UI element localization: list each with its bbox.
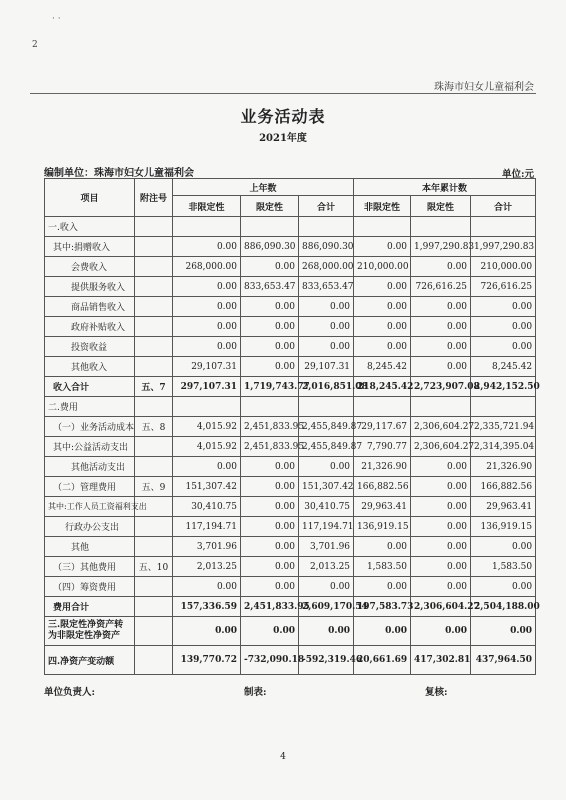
row-value: 0.00 — [241, 257, 299, 277]
header-current-year: 本年累计数 — [354, 179, 536, 196]
report-year: 2021年度 — [259, 133, 307, 144]
row-value: 1,997,290.83 — [471, 237, 536, 257]
row-label: （二）管理费用 — [45, 477, 135, 497]
header-prev-year: 上年数 — [173, 179, 354, 196]
sign-reviewer: 复核: — [425, 687, 448, 698]
row-value: 2,306,604.27 — [411, 437, 471, 457]
row-value: 30,410.75 — [173, 497, 241, 517]
row-value: 0.00 — [241, 317, 299, 337]
row-note: 五、9 — [135, 477, 173, 497]
row-value: 0.00 — [173, 457, 241, 477]
table-row — [45, 497, 536, 517]
row-value: 2,451,833.95 — [241, 417, 299, 437]
row-value: 2,609,170.54 — [299, 597, 354, 617]
row-value: 117,194.71 — [173, 517, 241, 537]
row-value: 0.00 — [411, 617, 471, 646]
row-value — [354, 397, 411, 417]
row-value: 0.00 — [241, 357, 299, 377]
row-value: 7,790.77 — [354, 437, 411, 457]
table-row — [45, 646, 536, 675]
table-row — [45, 377, 536, 397]
row-value: 2,013.25 — [299, 557, 354, 577]
row-label: 提供服务收入 — [45, 277, 135, 297]
row-value: 4,015.92 — [173, 417, 241, 437]
row-value: 0.00 — [411, 297, 471, 317]
row-value: 417,302.81 — [411, 646, 471, 675]
row-value — [241, 397, 299, 417]
row-label: 行政办公支出 — [45, 517, 135, 537]
row-label: 政府补贴收入 — [45, 317, 135, 337]
row-label: 投资收益 — [45, 337, 135, 357]
row-value — [471, 217, 536, 237]
row-value: 0.00 — [241, 557, 299, 577]
row-value: 0.00 — [411, 557, 471, 577]
row-note — [135, 457, 173, 477]
row-value: 0.00 — [471, 577, 536, 597]
row-label: （三）其他费用 — [45, 557, 135, 577]
row-value: 0.00 — [471, 317, 536, 337]
row-note — [135, 257, 173, 277]
row-value: 0.00 — [173, 237, 241, 257]
row-note: 五、7 — [135, 377, 173, 397]
table-row — [45, 317, 536, 337]
table-row — [45, 457, 536, 477]
table-row — [45, 537, 536, 557]
row-value: 0.00 — [354, 237, 411, 257]
row-value: 833,653.47 — [299, 277, 354, 297]
row-value: 4,015.92 — [173, 437, 241, 457]
row-value: 0.00 — [411, 357, 471, 377]
row-value: 0.00 — [299, 617, 354, 646]
header-item: 项目 — [45, 179, 135, 217]
row-value: 268,000.00 — [299, 257, 354, 277]
row-value: 1,719,743.77 — [241, 377, 299, 397]
row-value: 0.00 — [354, 297, 411, 317]
row-value — [411, 397, 471, 417]
running-header-org: 珠海市妇女儿童福利会 — [434, 82, 534, 93]
row-label: 会费收入 — [45, 257, 135, 277]
row-value: 0.00 — [354, 617, 411, 646]
row-value: 29,107.31 — [173, 357, 241, 377]
row-note — [135, 517, 173, 537]
row-value: 2,451,833.95 — [241, 437, 299, 457]
row-value: 2,942,152.50 — [471, 377, 536, 397]
row-value: 0.00 — [411, 537, 471, 557]
row-label: 其中:公益活动支出 — [45, 437, 135, 457]
row-value — [241, 217, 299, 237]
row-label: 其中:工作人员工资福利支出 — [45, 497, 135, 517]
header-curr-total: 合计 — [471, 196, 536, 217]
row-value: 726,616.25 — [411, 277, 471, 297]
row-value: 1,997,290.83 — [411, 237, 471, 257]
row-value: 0.00 — [241, 297, 299, 317]
row-note — [135, 577, 173, 597]
row-value: 0.00 — [411, 337, 471, 357]
table-row — [45, 297, 536, 317]
row-value: 2,013.25 — [173, 557, 241, 577]
row-value: 0.00 — [411, 317, 471, 337]
row-note — [135, 397, 173, 417]
row-value: 197,583.73 — [354, 597, 411, 617]
table-body — [45, 217, 540, 675]
row-value: 0.00 — [299, 337, 354, 357]
row-value: 29,107.31 — [299, 357, 354, 377]
header-rule — [30, 93, 536, 94]
row-label: 其他收入 — [45, 357, 135, 377]
row-value: 0.00 — [354, 317, 411, 337]
table-row — [45, 357, 536, 377]
row-value: -732,090.18 — [241, 646, 299, 675]
row-note — [135, 437, 173, 457]
row-value: 886,090.30 — [299, 237, 354, 257]
row-value — [354, 217, 411, 237]
row-value: 0.00 — [173, 297, 241, 317]
row-label: 一.收入 — [45, 217, 135, 237]
table-row — [45, 257, 536, 277]
row-value: 2,455,849.87 — [299, 417, 354, 437]
row-value: 2,455,849.87 — [299, 437, 354, 457]
row-value: 2,016,851.08 — [299, 377, 354, 397]
row-value: 0.00 — [241, 337, 299, 357]
row-value: 8,245.42 — [354, 357, 411, 377]
row-value: 297,107.31 — [173, 377, 241, 397]
row-note — [135, 237, 173, 257]
row-value: 29,963.41 — [471, 497, 536, 517]
row-value: 437,964.50 — [471, 646, 536, 675]
row-value — [299, 397, 354, 417]
row-value: 218,245.42 — [354, 377, 411, 397]
row-value: 0.00 — [299, 577, 354, 597]
row-value: 2,306,604.27 — [411, 417, 471, 437]
sign-preparer: 制表: — [244, 687, 267, 698]
activity-table — [44, 178, 540, 675]
table-row — [45, 217, 536, 237]
row-value: 1,583.50 — [471, 557, 536, 577]
row-value: 136,919.15 — [354, 517, 411, 537]
row-value — [173, 397, 241, 417]
table-row — [45, 397, 536, 417]
row-value: 3,701.96 — [299, 537, 354, 557]
row-value: 117,194.71 — [299, 517, 354, 537]
row-value: 2,451,833.95 — [241, 597, 299, 617]
row-note — [135, 537, 173, 557]
row-value: 0.00 — [471, 617, 536, 646]
row-value: 0.00 — [241, 477, 299, 497]
row-label: 其他 — [45, 537, 135, 557]
row-value: 0.00 — [173, 337, 241, 357]
row-value: 151,307.42 — [173, 477, 241, 497]
table-row — [45, 617, 536, 646]
header-curr-unrestricted: 非限定性 — [354, 196, 411, 217]
row-value: 166,882.56 — [354, 477, 411, 497]
row-label: 收入合计 — [45, 377, 135, 397]
row-label: （一）业务活动成本 — [45, 417, 135, 437]
row-value: 0.00 — [241, 457, 299, 477]
table-row — [45, 437, 536, 457]
row-value: 151,307.42 — [299, 477, 354, 497]
table-row — [45, 597, 536, 617]
row-value: 833,653.47 — [241, 277, 299, 297]
row-value: 0.00 — [173, 617, 241, 646]
row-value: 0.00 — [241, 517, 299, 537]
row-value: 0.00 — [241, 617, 299, 646]
row-value: 886,090.30 — [241, 237, 299, 257]
table-row — [45, 417, 536, 437]
row-value: 0.00 — [299, 317, 354, 337]
row-value: 166,882.56 — [471, 477, 536, 497]
row-value: 1,583.50 — [354, 557, 411, 577]
table-row — [45, 577, 536, 597]
row-value: 0.00 — [241, 577, 299, 597]
row-note — [135, 646, 173, 675]
row-value: 0.00 — [299, 457, 354, 477]
row-value — [173, 217, 241, 237]
row-label: 其他活动支出 — [45, 457, 135, 477]
row-value: 210,000.00 — [471, 257, 536, 277]
row-value: 0.00 — [173, 277, 241, 297]
row-value: 0.00 — [354, 337, 411, 357]
row-value: 726,616.25 — [471, 277, 536, 297]
row-value: 0.00 — [411, 257, 471, 277]
row-note — [135, 217, 173, 237]
row-value: 2,306,604.27 — [411, 597, 471, 617]
page-number: 4 — [280, 752, 286, 762]
row-note: 五、10 — [135, 557, 173, 577]
row-value — [411, 217, 471, 237]
row-note — [135, 317, 173, 337]
row-label: 三.限定性净资产转为非限定性净资产 — [45, 617, 135, 646]
row-value: 21,326.90 — [354, 457, 411, 477]
row-note — [135, 297, 173, 317]
row-value: 0.00 — [241, 537, 299, 557]
row-value: 29,117.67 — [354, 417, 411, 437]
currency-unit: 单位:元 — [501, 169, 534, 180]
row-value — [471, 397, 536, 417]
row-value: 0.00 — [471, 337, 536, 357]
row-value: 0.00 — [411, 577, 471, 597]
row-value: 0.00 — [411, 477, 471, 497]
row-value: 0.00 — [354, 577, 411, 597]
row-note — [135, 617, 173, 646]
row-label: 四.净资产变动额 — [45, 646, 135, 675]
row-value: 20,661.69 — [354, 646, 411, 675]
sign-unit-head: 单位负责人: — [44, 687, 96, 698]
row-value: 136,919.15 — [471, 517, 536, 537]
row-value: 157,336.59 — [173, 597, 241, 617]
row-value: -592,319.46 — [299, 646, 354, 675]
table-row — [45, 277, 536, 297]
report-title: 业务活动表 — [240, 107, 326, 126]
row-value: 2,335,721.94 — [471, 417, 536, 437]
header-note: 附注号 — [135, 179, 173, 217]
row-value: 2,314,395.04 — [471, 437, 536, 457]
row-value: 29,963.41 — [354, 497, 411, 517]
table-row — [45, 557, 536, 577]
row-value: 21,326.90 — [471, 457, 536, 477]
header-prev-unrestricted: 非限定性 — [173, 196, 241, 217]
row-value: 0.00 — [471, 297, 536, 317]
row-label: 商品销售收入 — [45, 297, 135, 317]
row-note: 五、8 — [135, 417, 173, 437]
table-row — [45, 517, 536, 537]
row-value: 3,701.96 — [173, 537, 241, 557]
row-value: 0.00 — [299, 297, 354, 317]
header-curr-restricted: 限定性 — [411, 196, 471, 217]
row-value: 30,410.75 — [299, 497, 354, 517]
row-note — [135, 357, 173, 377]
row-value: 0.00 — [173, 317, 241, 337]
row-value: 0.00 — [411, 497, 471, 517]
row-note — [135, 597, 173, 617]
table-row — [45, 477, 536, 497]
table-row — [45, 237, 536, 257]
row-label: 其中:捐赠收入 — [45, 237, 135, 257]
row-value: 139,770.72 — [173, 646, 241, 675]
row-value: 268,000.00 — [173, 257, 241, 277]
row-label: （四）筹资费用 — [45, 577, 135, 597]
row-note — [135, 337, 173, 357]
row-value: 2,723,907.08 — [411, 377, 471, 397]
header-prev-restricted: 限定性 — [241, 196, 299, 217]
scan-mark: · · — [52, 14, 61, 24]
scan-mark-side: 2 — [32, 40, 38, 50]
row-value: 0.00 — [354, 277, 411, 297]
row-value: 210,000.00 — [354, 257, 411, 277]
row-label: 费用合计 — [45, 597, 135, 617]
row-value: 0.00 — [411, 457, 471, 477]
row-value: 0.00 — [173, 577, 241, 597]
row-label: 二.费用 — [45, 397, 135, 417]
row-note — [135, 277, 173, 297]
row-value: 2,504,188.00 — [471, 597, 536, 617]
row-value — [299, 217, 354, 237]
table-row — [45, 337, 536, 357]
row-value: 0.00 — [471, 537, 536, 557]
row-value: 8,245.42 — [471, 357, 536, 377]
row-value: 0.00 — [241, 497, 299, 517]
preparing-unit: 编制单位：珠海市妇女儿童福利会 — [44, 168, 194, 179]
row-value: 0.00 — [354, 537, 411, 557]
row-value: 0.00 — [411, 517, 471, 537]
header-prev-total: 合计 — [299, 196, 354, 217]
